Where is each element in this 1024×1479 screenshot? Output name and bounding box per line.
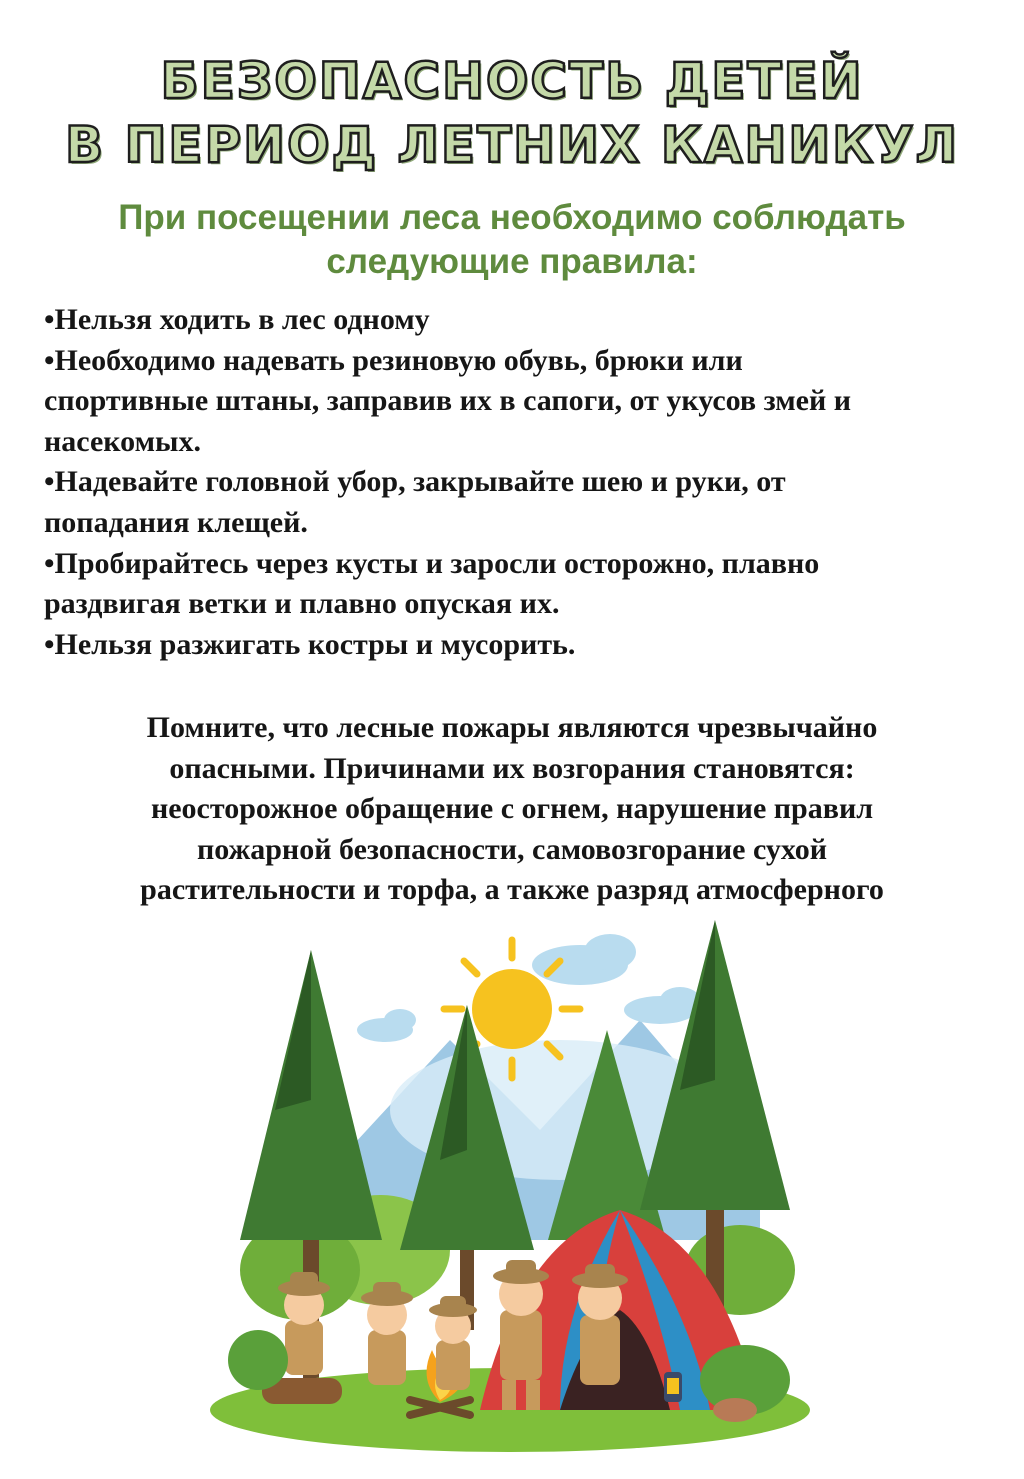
note-line: неосторожное обращение с огнем, нарушение правил [150,792,874,826]
subtitle [0,196,1024,284]
cloud-icon [624,987,700,1024]
rule-line: насекомых. [44,424,201,458]
lantern-icon [664,1372,682,1402]
camping-illustration [0,910,1024,1470]
child-scout [572,1264,628,1385]
fire-warning-note [70,708,954,911]
poster-title-line-2: В ПЕРИОД ЛЕТНИХ КАНИКУЛ [64,116,960,174]
rule-line: попадания клещей. [44,505,308,539]
cloud-icon [357,1009,416,1042]
rule-line: спортивные штаны, заправив их в сапоги, от укусов змей и [44,384,852,418]
note-line: Помните, что лесные пожары являются чрезвычайно [146,711,878,744]
bush [228,1330,288,1390]
rule-line: •Нельзя разжигать костры и мусорить. [44,627,576,661]
child-scout [429,1296,477,1390]
note-line: растительности и торфа, а также разряд атмосферного [140,873,884,907]
rule-line: •Необходимо надевать резиновую обувь, брюки или [44,343,743,377]
note-line: пожарной безопасности, самовозгорание сухой [196,832,828,866]
subtitle-line-2: следующие правила: [326,242,698,281]
rule-line: •Надевайте головной убор, закрывайте шею и руки, от [44,465,786,499]
rule-line: •Нельзя ходить в лес одному [44,303,430,336]
rock [713,1398,757,1422]
subtitle-line-1: При посещении леса необходимо соблюдать [118,198,906,237]
child-scout [361,1282,413,1385]
poster-title-line-1: БЕЗОПАСНОСТЬ ДЕТЕЙ [160,52,864,110]
rules-list [44,300,994,665]
rule-line: •Пробирайтесь через кусты и заросли осторожно, плавно [44,546,820,580]
note-line: опасными. Причинами их возгорания становятся: [169,751,855,785]
rule-line: раздвигая ветки и плавно опуская их. [44,587,560,621]
